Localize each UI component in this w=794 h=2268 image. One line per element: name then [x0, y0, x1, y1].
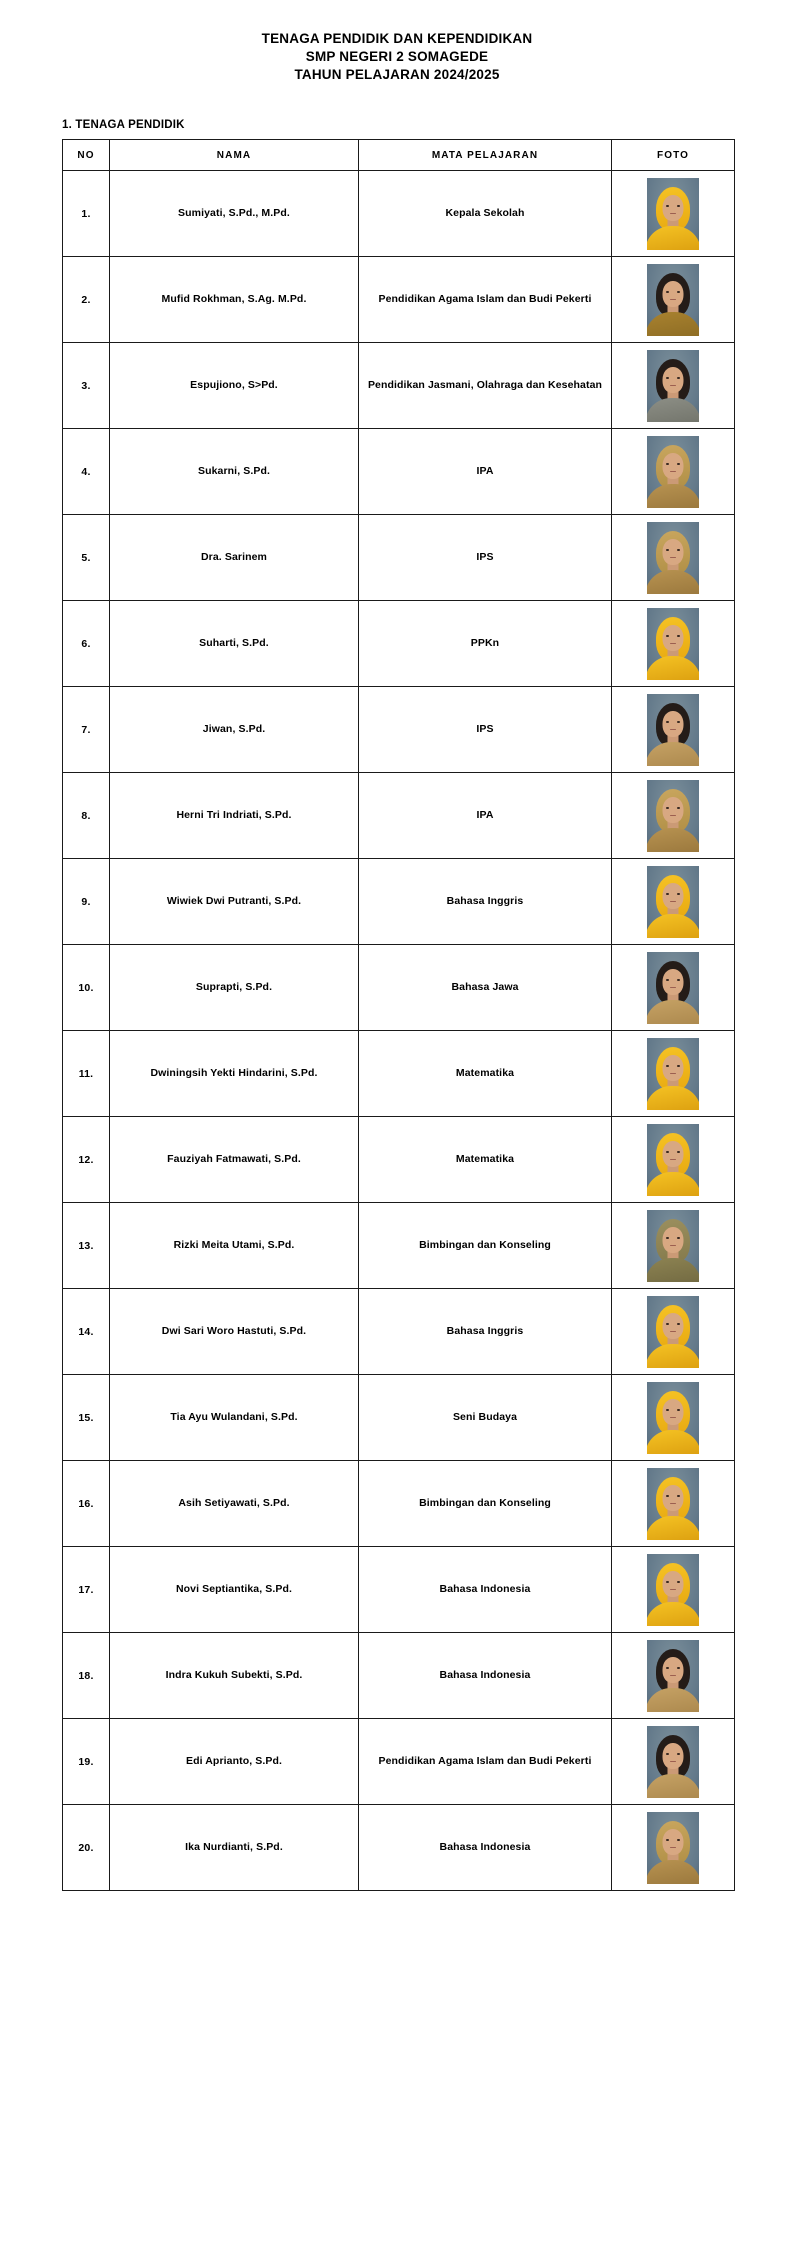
cell-no: 17.	[63, 1547, 110, 1633]
title-line-1: TENAGA PENDIDIK DAN KEPENDIDIKAN	[261, 31, 533, 46]
cell-nama: Dwiningsih Yekti Hindarini, S.Pd.	[110, 1031, 359, 1117]
portrait-photo	[647, 350, 699, 422]
cell-no: 4.	[63, 429, 110, 515]
cell-nama: Mufid Rokhman, S.Ag. M.Pd.	[110, 257, 359, 343]
table-row	[63, 1117, 735, 1203]
cell-nama: Edi Aprianto, S.Pd.	[110, 1719, 359, 1805]
table-row	[63, 515, 735, 601]
table-header-row	[63, 140, 735, 171]
cell-no: 13.	[63, 1203, 110, 1289]
cell-nama: Ika Nurdianti, S.Pd.	[110, 1805, 359, 1891]
portrait-photo	[647, 1038, 699, 1110]
portrait-photo	[647, 780, 699, 852]
cell-no: 8.	[63, 773, 110, 859]
title-line-2: SMP NEGERI 2 SOMAGEDE	[305, 48, 489, 64]
portrait-photo	[647, 178, 699, 250]
portrait-photo	[647, 264, 699, 336]
cell-mata-pelajaran: Bahasa Indonesia	[359, 1547, 612, 1633]
table-row	[63, 1031, 735, 1117]
portrait-photo	[647, 952, 699, 1024]
cell-foto	[612, 1461, 735, 1547]
cell-no: 10.	[63, 945, 110, 1031]
cell-no: 19.	[63, 1719, 110, 1805]
cell-no: 14.	[63, 1289, 110, 1375]
cell-mata-pelajaran: Pendidikan Agama Islam dan Budi Pekerti	[359, 1719, 612, 1805]
cell-foto	[612, 429, 735, 515]
cell-foto	[612, 257, 735, 343]
table-row	[63, 859, 735, 945]
cell-foto	[612, 1117, 735, 1203]
cell-mata-pelajaran: IPS	[359, 515, 612, 601]
cell-no: 3.	[63, 343, 110, 429]
cell-no: 9.	[63, 859, 110, 945]
cell-foto	[612, 515, 735, 601]
cell-foto	[612, 773, 735, 859]
table-row	[63, 429, 735, 515]
cell-nama: Wiwiek Dwi Putranti, S.Pd.	[110, 859, 359, 945]
cell-foto	[612, 859, 735, 945]
cell-mata-pelajaran: PPKn	[359, 601, 612, 687]
cell-nama: Dwi Sari Woro Hastuti, S.Pd.	[110, 1289, 359, 1375]
portrait-photo	[647, 522, 699, 594]
table-row	[63, 945, 735, 1031]
portrait-photo	[647, 866, 699, 938]
cell-no: 11.	[63, 1031, 110, 1117]
cell-mata-pelajaran: Bahasa Indonesia	[359, 1805, 612, 1891]
table-row	[63, 1375, 735, 1461]
portrait-photo	[647, 608, 699, 680]
cell-mata-pelajaran: Bimbingan dan Konseling	[359, 1461, 612, 1547]
cell-mata-pelajaran: Bahasa Jawa	[359, 945, 612, 1031]
table-row	[63, 601, 735, 687]
table-row	[63, 1461, 735, 1547]
cell-nama: Asih Setiyawati, S.Pd.	[110, 1461, 359, 1547]
cell-foto	[612, 1547, 735, 1633]
cell-mata-pelajaran: Matematika	[359, 1117, 612, 1203]
cell-nama: Indra Kukuh Subekti, S.Pd.	[110, 1633, 359, 1719]
portrait-photo	[647, 1554, 699, 1626]
table-row	[63, 1805, 735, 1891]
cell-nama: Sukarni, S.Pd.	[110, 429, 359, 515]
cell-foto	[612, 171, 735, 257]
cell-mata-pelajaran: IPS	[359, 687, 612, 773]
table-row	[63, 687, 735, 773]
cell-foto	[612, 687, 735, 773]
column-header-mapel: MATA PELAJARAN	[359, 140, 612, 171]
document-title	[0, 0, 794, 83]
cell-foto	[612, 1719, 735, 1805]
portrait-photo	[647, 1124, 699, 1196]
cell-foto	[612, 945, 735, 1031]
cell-no: 5.	[63, 515, 110, 601]
cell-foto	[612, 1031, 735, 1117]
portrait-photo	[647, 1812, 699, 1884]
portrait-photo	[647, 1296, 699, 1368]
cell-no: 20.	[63, 1805, 110, 1891]
table-row	[63, 1547, 735, 1633]
table-row	[63, 773, 735, 859]
portrait-photo	[647, 694, 699, 766]
table-row	[63, 1289, 735, 1375]
cell-no: 18.	[63, 1633, 110, 1719]
cell-foto	[612, 1805, 735, 1891]
cell-mata-pelajaran: Bahasa Inggris	[359, 1289, 612, 1375]
cell-nama: Sumiyati, S.Pd., M.Pd.	[110, 171, 359, 257]
cell-mata-pelajaran: Bahasa Indonesia	[359, 1633, 612, 1719]
column-header-foto: FOTO	[612, 140, 735, 171]
cell-mata-pelajaran: Kepala Sekolah	[359, 171, 612, 257]
portrait-photo	[647, 1468, 699, 1540]
cell-mata-pelajaran: IPA	[359, 773, 612, 859]
table-row	[63, 343, 735, 429]
cell-no: 6.	[63, 601, 110, 687]
cell-nama: Jiwan, S.Pd.	[110, 687, 359, 773]
cell-nama: Suharti, S.Pd.	[110, 601, 359, 687]
cell-nama: Suprapti, S.Pd.	[110, 945, 359, 1031]
cell-no: 2.	[63, 257, 110, 343]
cell-no: 16.	[63, 1461, 110, 1547]
cell-mata-pelajaran: Seni Budaya	[359, 1375, 612, 1461]
cell-foto	[612, 1633, 735, 1719]
cell-no: 15.	[63, 1375, 110, 1461]
cell-mata-pelajaran: Pendidikan Agama Islam dan Budi Pekerti	[359, 257, 612, 343]
cell-foto	[612, 601, 735, 687]
portrait-photo	[647, 1210, 699, 1282]
cell-mata-pelajaran: Bahasa Inggris	[359, 859, 612, 945]
portrait-photo	[647, 436, 699, 508]
cell-mata-pelajaran: Pendidikan Jasmani, Olahraga dan Kesehatan	[359, 343, 612, 429]
portrait-photo	[647, 1640, 699, 1712]
staff-table-wrapper	[62, 139, 734, 1891]
cell-mata-pelajaran: IPA	[359, 429, 612, 515]
portrait-photo	[647, 1382, 699, 1454]
cell-foto	[612, 1203, 735, 1289]
title-line-3: TAHUN PELAJARAN 2024/2025	[294, 66, 500, 82]
cell-nama: Novi Septiantika, S.Pd.	[110, 1547, 359, 1633]
cell-foto	[612, 1289, 735, 1375]
column-header-no: NO	[63, 140, 110, 171]
column-header-nama: NAMA	[110, 140, 359, 171]
cell-mata-pelajaran: Matematika	[359, 1031, 612, 1117]
cell-nama: Fauziyah Fatmawati, S.Pd.	[110, 1117, 359, 1203]
staff-table	[62, 139, 735, 1891]
cell-no: 12.	[63, 1117, 110, 1203]
cell-mata-pelajaran: Bimbingan dan Konseling	[359, 1203, 612, 1289]
table-row	[63, 1633, 735, 1719]
cell-nama: Herni Tri Indriati, S.Pd.	[110, 773, 359, 859]
table-row	[63, 171, 735, 257]
portrait-photo	[647, 1726, 699, 1798]
cell-foto	[612, 1375, 735, 1461]
table-header	[63, 140, 735, 171]
cell-foto	[612, 343, 735, 429]
table-row	[63, 1719, 735, 1805]
cell-nama: Espujiono, S>Pd.	[110, 343, 359, 429]
section-heading-tenaga-pendidik: 1. TENAGA PENDIDIK	[62, 119, 185, 132]
table-body	[63, 171, 735, 1891]
cell-no: 1.	[63, 171, 110, 257]
cell-nama: Dra. Sarinem	[110, 515, 359, 601]
cell-nama: Rizki Meita Utami, S.Pd.	[110, 1203, 359, 1289]
cell-no: 7.	[63, 687, 110, 773]
table-row	[63, 1203, 735, 1289]
cell-nama: Tia Ayu Wulandani, S.Pd.	[110, 1375, 359, 1461]
table-row	[63, 257, 735, 343]
